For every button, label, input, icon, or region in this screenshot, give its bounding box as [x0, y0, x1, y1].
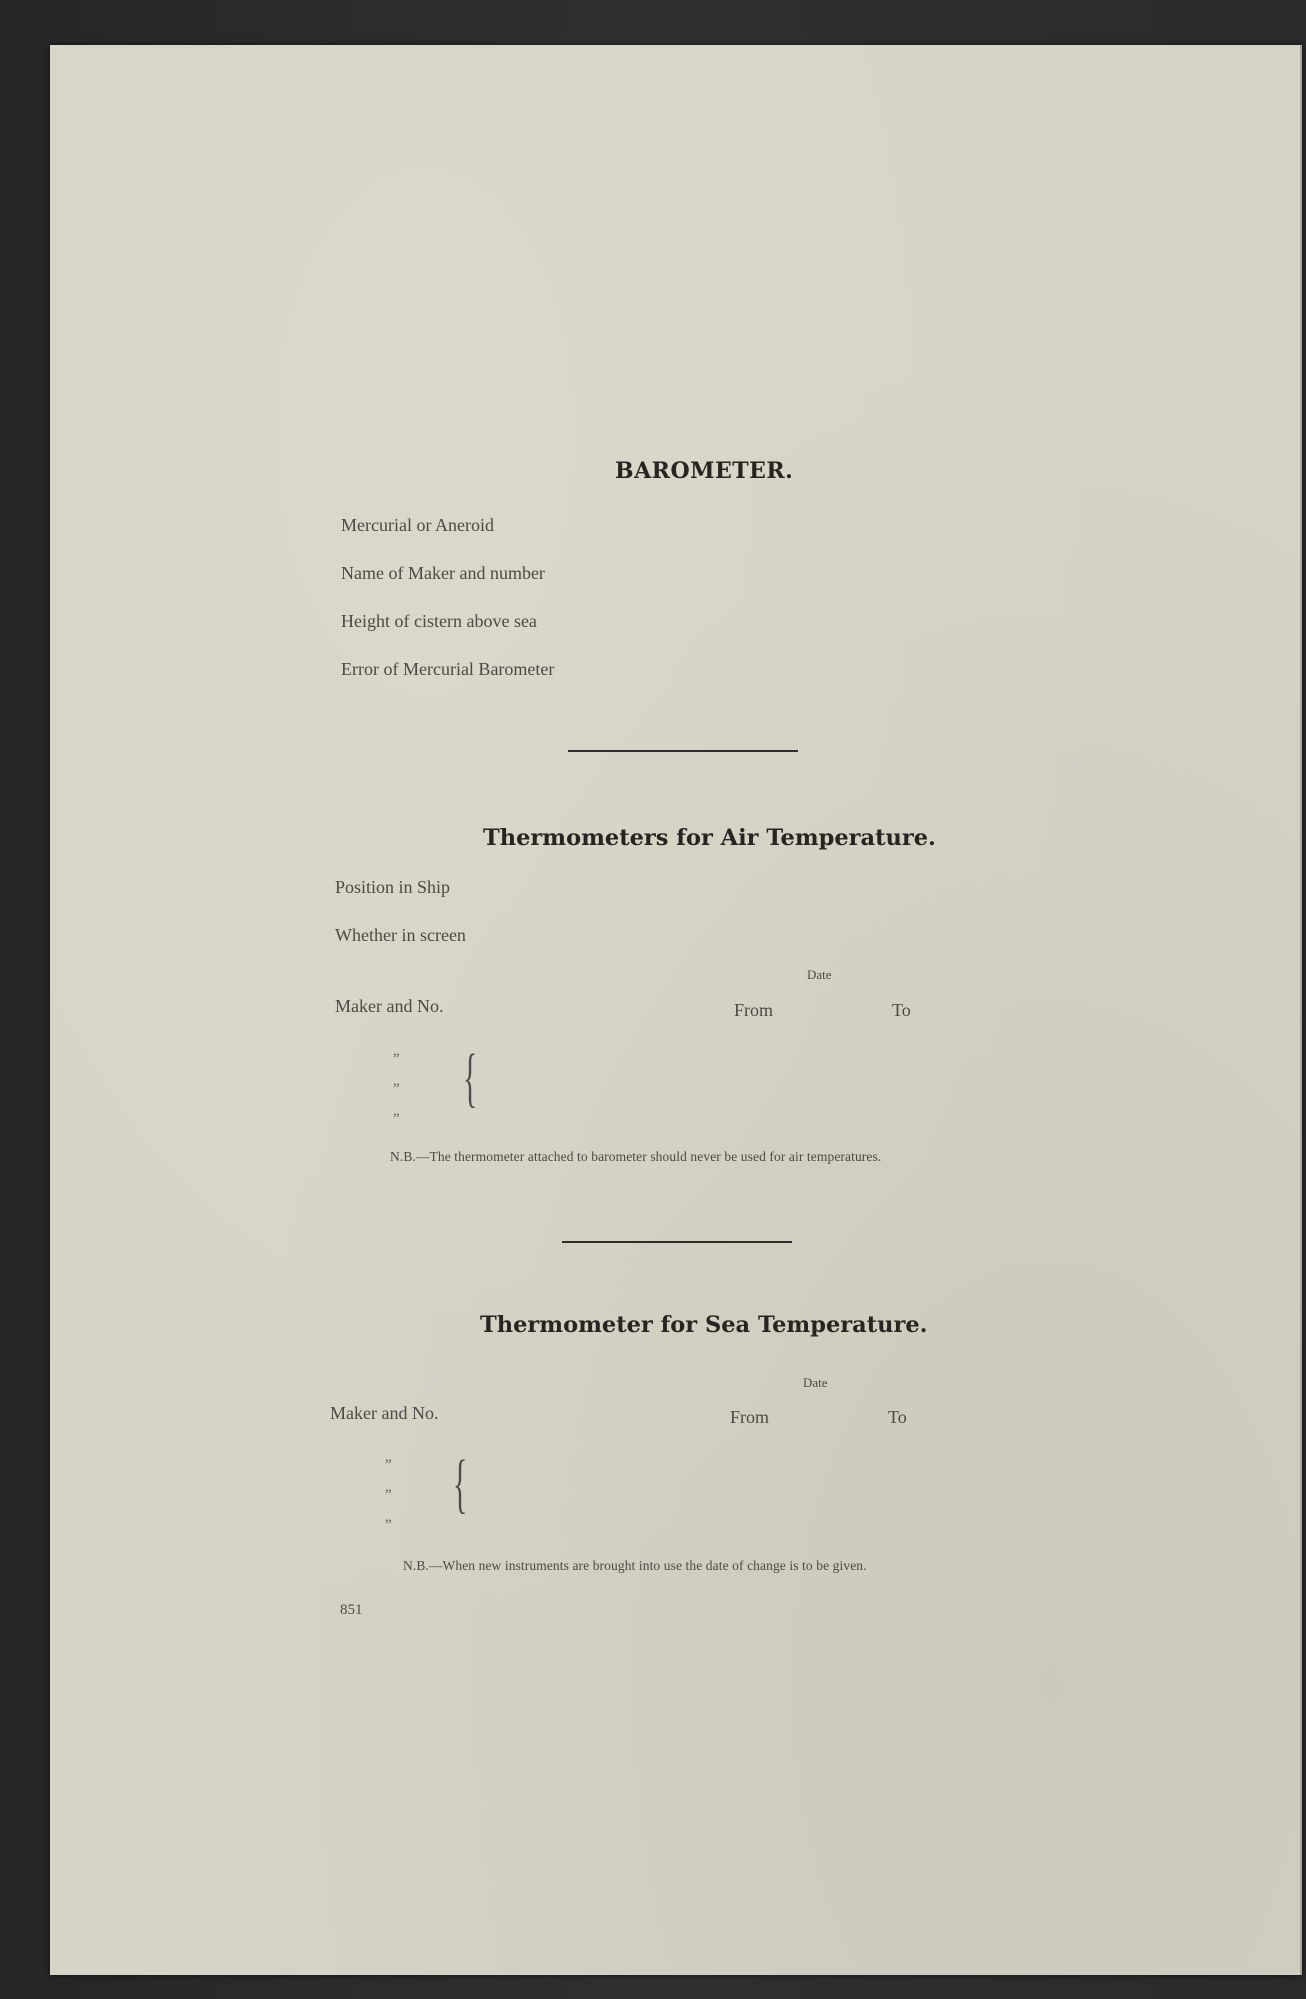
- air-thermometer-note: N.B.—The thermometer attached to barometer should never be used for air temperatures.: [390, 1149, 882, 1164]
- ditto-mark: ”: [385, 1457, 392, 1473]
- ditto-mark: ”: [385, 1517, 392, 1533]
- date-to-label: To: [888, 1407, 907, 1427]
- field-label-mercurial-or-aneroid: Mercurial or Aneroid: [341, 515, 494, 535]
- date-to-label: To: [892, 1000, 911, 1020]
- field-label-barometer-error: Error of Mercurial Barometer: [341, 659, 555, 679]
- ditto-mark: ”: [393, 1051, 400, 1067]
- date-from-label: From: [730, 1407, 770, 1427]
- ditto-mark: ”: [393, 1081, 400, 1097]
- date-column-label: Date: [803, 1375, 828, 1390]
- field-label-maker-number: Name of Maker and number: [341, 563, 545, 583]
- sea-thermometer-heading: Thermometer for Sea Temperature.: [480, 1312, 928, 1338]
- barometer-heading: BAROMETER.: [615, 458, 794, 484]
- brace-glyph: {: [463, 1041, 478, 1114]
- date-from-label: From: [734, 1000, 774, 1020]
- section-divider: [562, 1241, 792, 1243]
- ditto-mark: ”: [393, 1111, 400, 1127]
- form-number: 851: [340, 1602, 363, 1618]
- ditto-mark: ”: [385, 1487, 392, 1503]
- field-label-position-in-ship: Position in Ship: [335, 877, 451, 897]
- sea-thermometer-note: N.B.—When new instruments are brought into use the date of change is to be given.: [403, 1558, 867, 1573]
- form-page: [50, 45, 1302, 1975]
- field-label-maker-and-no: Maker and No.: [330, 1403, 439, 1423]
- date-column-label: Date: [807, 967, 832, 982]
- air-thermometers-heading: Thermometers for Air Temperature.: [483, 825, 936, 851]
- field-label-cistern-height: Height of cistern above sea: [341, 611, 537, 631]
- brace-glyph: {: [453, 1447, 468, 1520]
- section-divider: [568, 750, 798, 752]
- field-label-whether-in-screen: Whether in screen: [335, 925, 466, 945]
- field-label-maker-and-no: Maker and No.: [335, 996, 444, 1016]
